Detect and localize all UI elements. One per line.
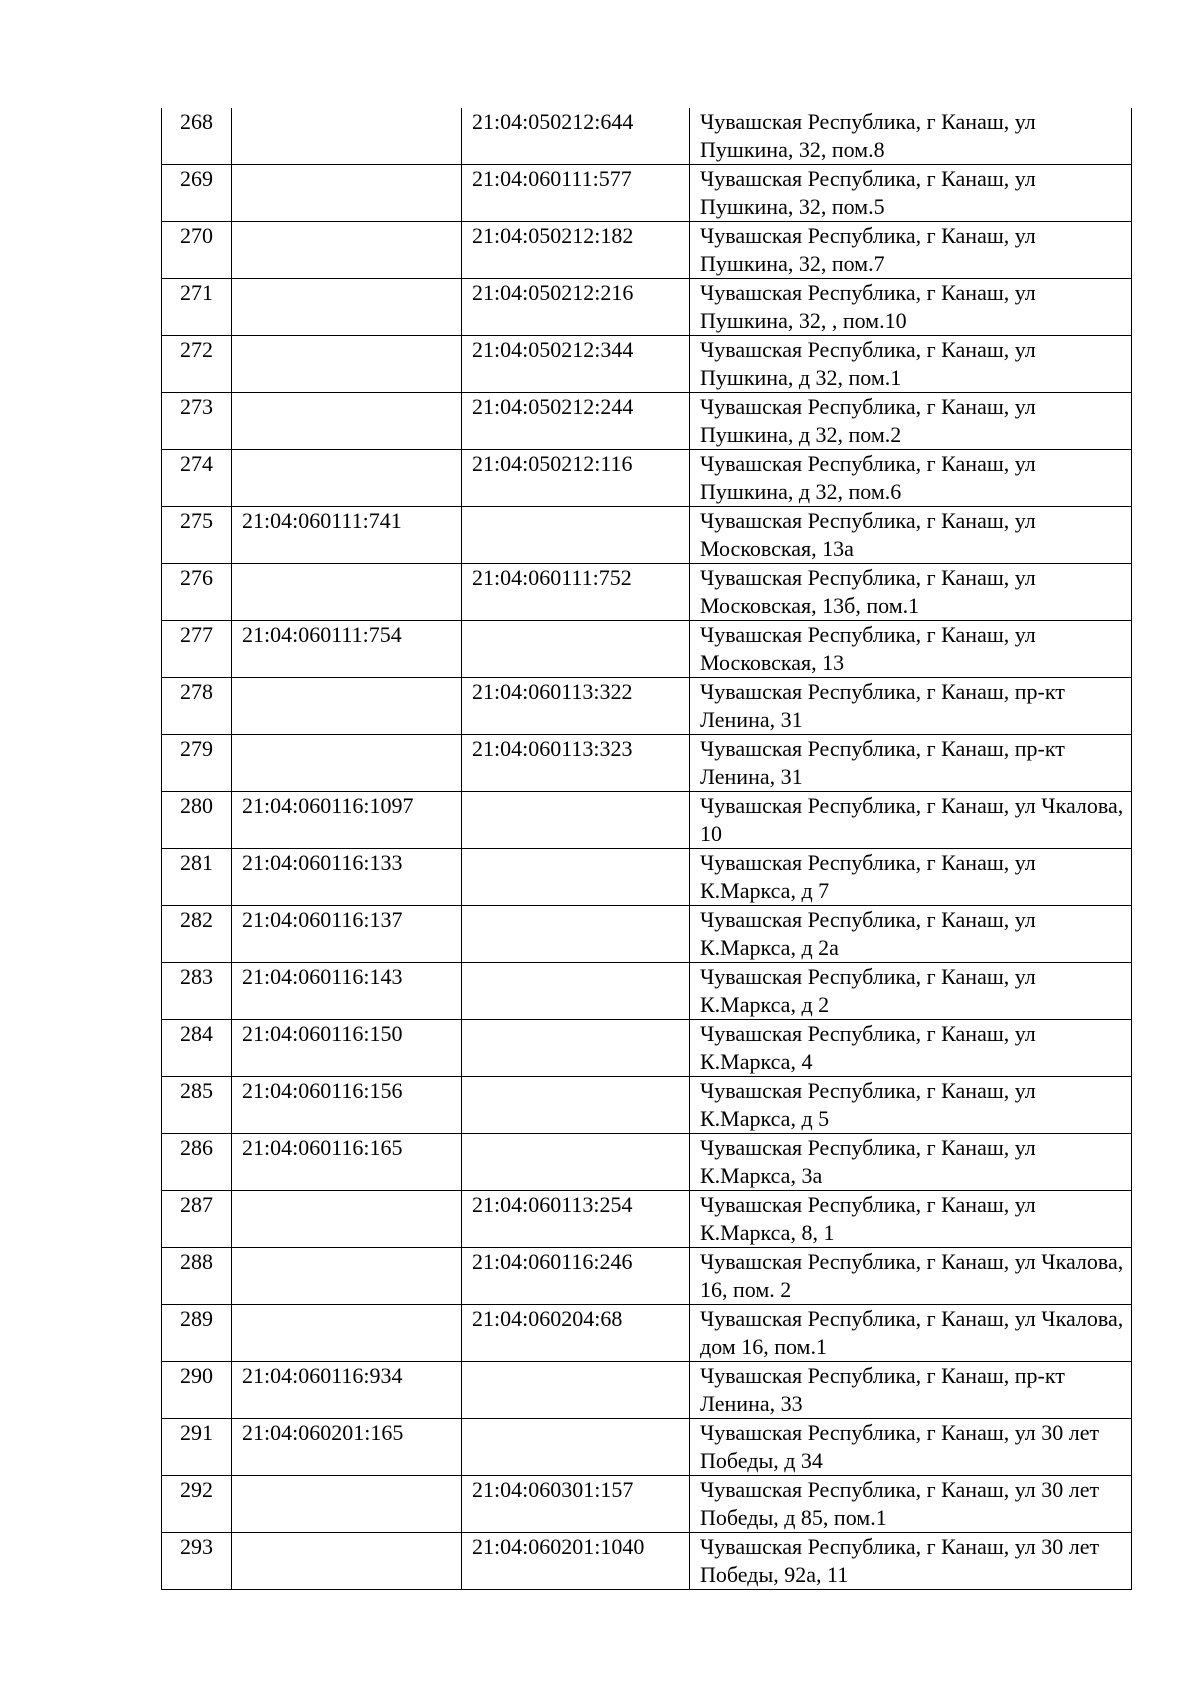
cadastral-number-land	[232, 678, 462, 735]
cadastral-number-object	[462, 1020, 690, 1077]
cadastral-number-land	[232, 1305, 462, 1362]
cadastral-number-object: 21:04:060116:246	[462, 1248, 690, 1305]
row-number: 268	[162, 108, 232, 165]
cadastral-number-land	[232, 279, 462, 336]
cadastral-number-land: 21:04:060116:133	[232, 849, 462, 906]
cadastral-number-object	[462, 906, 690, 963]
cadastral-number-object: 21:04:060111:752	[462, 564, 690, 621]
cadastral-number-object: 21:04:060111:577	[462, 165, 690, 222]
cadastral-number-land	[232, 564, 462, 621]
address: Чувашская Республика, г Канаш, пр-кт Ленина, 31	[690, 735, 1132, 792]
cadastral-number-object: 21:04:060201:1040	[462, 1533, 690, 1590]
address: Чувашская Республика, г Канаш, ул К.Маркса, д 2а	[690, 906, 1132, 963]
cadastral-number-land	[232, 336, 462, 393]
cadastral-number-land	[232, 222, 462, 279]
address: Чувашская Республика, г Канаш, ул 30 лет Победы, д 85, пом.1	[690, 1476, 1132, 1533]
address: Чувашская Республика, г Канаш, ул Пушкина, 32, пом.8	[690, 108, 1132, 165]
cadastral-number-land	[232, 165, 462, 222]
table-row	[162, 450, 1132, 507]
row-number: 280	[162, 792, 232, 849]
cadastral-number-object: 21:04:060113:322	[462, 678, 690, 735]
row-number: 286	[162, 1134, 232, 1191]
row-number: 270	[162, 222, 232, 279]
table-row	[162, 792, 1132, 849]
address: Чувашская Республика, г Канаш, ул Чкалова, дом 16, пом.1	[690, 1305, 1132, 1362]
cadastral-number-object	[462, 849, 690, 906]
row-number: 279	[162, 735, 232, 792]
address: Чувашская Республика, г Канаш, ул Чкалова, 10	[690, 792, 1132, 849]
cadastral-number-land: 21:04:060111:754	[232, 621, 462, 678]
address: Чувашская Республика, г Канаш, пр-кт Ленина, 33	[690, 1362, 1132, 1419]
address: Чувашская Республика, г Канаш, ул 30 лет Победы, 92а, 11	[690, 1533, 1132, 1590]
cadastral-number-object	[462, 507, 690, 564]
cadastral-number-object: 21:04:050212:182	[462, 222, 690, 279]
cadastral-number-object: 21:04:050212:116	[462, 450, 690, 507]
row-number: 283	[162, 963, 232, 1020]
cadastral-number-land	[232, 108, 462, 165]
table-row	[162, 621, 1132, 678]
cadastral-number-object	[462, 1419, 690, 1476]
table-row	[162, 165, 1132, 222]
cadastral-number-object	[462, 1362, 690, 1419]
cadastral-number-land: 21:04:060116:150	[232, 1020, 462, 1077]
row-number: 281	[162, 849, 232, 906]
row-number: 275	[162, 507, 232, 564]
table-row	[162, 1020, 1132, 1077]
cadastral-number-land: 21:04:060116:1097	[232, 792, 462, 849]
address: Чувашская Республика, г Канаш, ул 30 лет Победы, д 34	[690, 1419, 1132, 1476]
table-row	[162, 279, 1132, 336]
table-row	[162, 393, 1132, 450]
address: Чувашская Республика, г Канаш, ул Пушкина, д 32, пом.1	[690, 336, 1132, 393]
address: Чувашская Республика, г Канаш, ул Московская, 13а	[690, 507, 1132, 564]
registry-body	[162, 108, 1132, 1590]
address: Чувашская Республика, г Канаш, ул Пушкина, 32, пом.5	[690, 165, 1132, 222]
row-number: 289	[162, 1305, 232, 1362]
row-number: 269	[162, 165, 232, 222]
address: Чувашская Республика, г Канаш, ул Чкалова, 16, пом. 2	[690, 1248, 1132, 1305]
table-row	[162, 678, 1132, 735]
row-number: 290	[162, 1362, 232, 1419]
row-number: 278	[162, 678, 232, 735]
row-number: 277	[162, 621, 232, 678]
row-number: 285	[162, 1077, 232, 1134]
cadastral-number-object	[462, 963, 690, 1020]
cadastral-number-object	[462, 1134, 690, 1191]
table-row	[162, 849, 1132, 906]
address: Чувашская Республика, г Канаш, ул Пушкина, д 32, пом.2	[690, 393, 1132, 450]
row-number: 291	[162, 1419, 232, 1476]
cadastral-number-land: 21:04:060116:137	[232, 906, 462, 963]
row-number: 293	[162, 1533, 232, 1590]
table-row	[162, 507, 1132, 564]
address: Чувашская Республика, г Канаш, пр-кт Ленина, 31	[690, 678, 1132, 735]
cadastral-number-object: 21:04:060113:254	[462, 1191, 690, 1248]
row-number: 282	[162, 906, 232, 963]
table-row	[162, 564, 1132, 621]
cadastral-number-land	[232, 393, 462, 450]
address: Чувашская Республика, г Канаш, ул К.Маркса, 8, 1	[690, 1191, 1132, 1248]
table-row	[162, 1419, 1132, 1476]
table-row	[162, 222, 1132, 279]
table-row	[162, 963, 1132, 1020]
table-row	[162, 1077, 1132, 1134]
cadastral-number-object: 21:04:050212:244	[462, 393, 690, 450]
table-row	[162, 1533, 1132, 1590]
cadastral-number-object: 21:04:050212:644	[462, 108, 690, 165]
cadastral-number-object: 21:04:060301:157	[462, 1476, 690, 1533]
address: Чувашская Республика, г Канаш, ул Пушкина, 32, , пом.10	[690, 279, 1132, 336]
address: Чувашская Республика, г Канаш, ул К.Маркса, д 5	[690, 1077, 1132, 1134]
cadastral-number-land	[232, 735, 462, 792]
row-number: 274	[162, 450, 232, 507]
table-row	[162, 1476, 1132, 1533]
row-number: 284	[162, 1020, 232, 1077]
address: Чувашская Республика, г Канаш, ул К.Маркса, д 2	[690, 963, 1132, 1020]
property-registry-table	[161, 108, 1132, 1590]
address: Чувашская Республика, г Канаш, ул К.Маркса, 3а	[690, 1134, 1132, 1191]
table-row	[162, 1191, 1132, 1248]
cadastral-number-object: 21:04:050212:216	[462, 279, 690, 336]
cadastral-number-object: 21:04:050212:344	[462, 336, 690, 393]
table-row	[162, 1362, 1132, 1419]
cadastral-number-land	[232, 1248, 462, 1305]
table-row	[162, 735, 1132, 792]
cadastral-number-land	[232, 1191, 462, 1248]
row-number: 272	[162, 336, 232, 393]
table-row	[162, 108, 1132, 165]
cadastral-number-land: 21:04:060116:143	[232, 963, 462, 1020]
row-number: 288	[162, 1248, 232, 1305]
cadastral-number-object: 21:04:060204:68	[462, 1305, 690, 1362]
cadastral-number-land: 21:04:060111:741	[232, 507, 462, 564]
address: Чувашская Республика, г Канаш, ул Московская, 13	[690, 621, 1132, 678]
row-number: 287	[162, 1191, 232, 1248]
row-number: 271	[162, 279, 232, 336]
cadastral-number-land: 21:04:060116:165	[232, 1134, 462, 1191]
row-number: 292	[162, 1476, 232, 1533]
address: Чувашская Республика, г Канаш, ул Пушкина, 32, пом.7	[690, 222, 1132, 279]
address: Чувашская Республика, г Канаш, ул Московская, 13б, пом.1	[690, 564, 1132, 621]
cadastral-number-land: 21:04:060116:934	[232, 1362, 462, 1419]
cadastral-number-land: 21:04:060116:156	[232, 1077, 462, 1134]
table-row	[162, 906, 1132, 963]
table-row	[162, 1134, 1132, 1191]
cadastral-number-land: 21:04:060201:165	[232, 1419, 462, 1476]
cadastral-number-object	[462, 792, 690, 849]
table-row	[162, 1248, 1132, 1305]
row-number: 276	[162, 564, 232, 621]
cadastral-number-object	[462, 1077, 690, 1134]
address: Чувашская Республика, г Канаш, ул К.Маркса, 4	[690, 1020, 1132, 1077]
row-number: 273	[162, 393, 232, 450]
address: Чувашская Республика, г Канаш, ул К.Маркса, д 7	[690, 849, 1132, 906]
address: Чувашская Республика, г Канаш, ул Пушкина, д 32, пом.6	[690, 450, 1132, 507]
cadastral-number-object: 21:04:060113:323	[462, 735, 690, 792]
cadastral-number-land	[232, 1476, 462, 1533]
table-row	[162, 336, 1132, 393]
cadastral-number-land	[232, 1533, 462, 1590]
cadastral-number-object	[462, 621, 690, 678]
table-row	[162, 1305, 1132, 1362]
cadastral-number-land	[232, 450, 462, 507]
